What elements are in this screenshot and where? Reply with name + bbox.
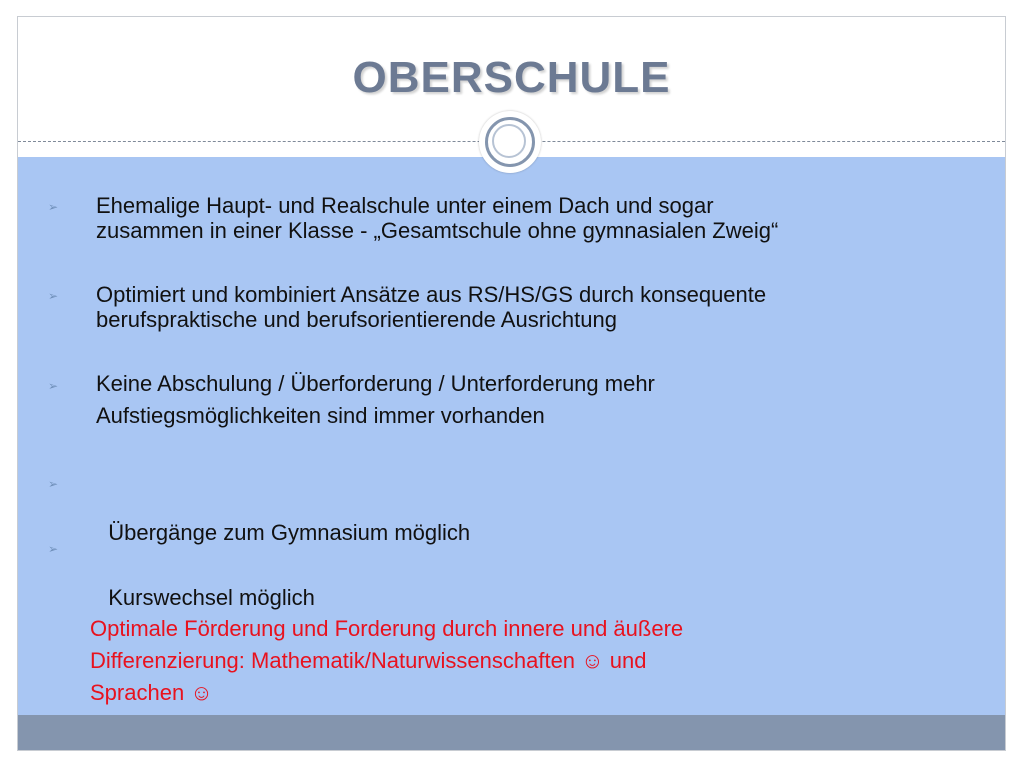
bullet-line: Optimiert und kombiniert Ansätze aus RS/HS/GS durch konsequente bbox=[96, 282, 767, 307]
bullet-line: berufspraktische und berufsorientierende Ausrichtung bbox=[96, 307, 617, 332]
arrow-bullet-icon: ➢ bbox=[48, 379, 59, 393]
bullet-line: Ehemalige Haupt- und Realschule unter einem Dach und sogar bbox=[96, 193, 714, 218]
footer-bar bbox=[18, 715, 1005, 751]
ring-ornament-icon bbox=[479, 111, 541, 173]
bullet-line: Kurswechsel möglich bbox=[96, 585, 315, 610]
slide-title: OBERSCHULE bbox=[352, 53, 671, 102]
note-line: Sprachen ☺ bbox=[90, 680, 213, 705]
bullet-text bbox=[96, 193, 956, 243]
slide bbox=[17, 16, 1006, 751]
bullet-text bbox=[96, 282, 956, 332]
bullet-text bbox=[96, 368, 956, 432]
arrow-bullet-icon: ➢ bbox=[48, 200, 59, 214]
arrow-bullet-icon: ➢ bbox=[48, 477, 59, 491]
arrow-bullet-icon: ➢ bbox=[48, 289, 59, 303]
note-line: Optimale Förderung und Forderung durch innere und äußere bbox=[90, 616, 684, 641]
ring-inner bbox=[485, 117, 535, 167]
bullet-line: Übergänge zum Gymnasium möglich bbox=[96, 520, 471, 545]
arrow-bullet-icon: ➢ bbox=[48, 542, 59, 556]
bullet-line: zusammen in einer Klasse - „Gesamtschule ohne gymnasialen Zweig“ bbox=[96, 218, 779, 243]
highlight-note bbox=[90, 613, 950, 709]
bullet-line: Aufstiegsmöglichkeiten sind immer vorhanden bbox=[96, 403, 545, 428]
bullet-line: Keine Abschulung / Überforderung / Unterforderung mehr bbox=[96, 371, 655, 396]
note-line: Differenzierung: Mathematik/Naturwissenschaften ☺ und bbox=[90, 648, 647, 673]
